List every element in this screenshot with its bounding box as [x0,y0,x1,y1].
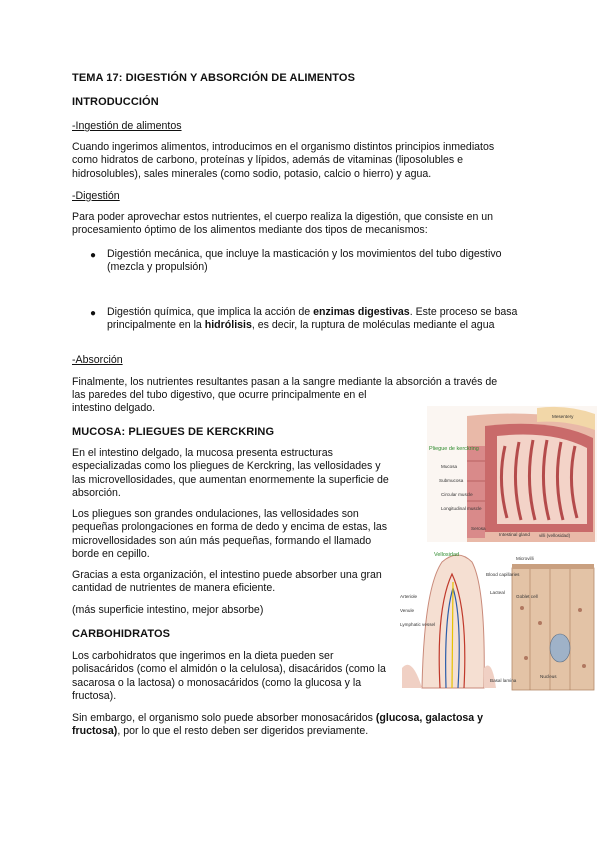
label-longitudinal-muscle: Longitudinal muscle [441,506,482,511]
label-serosa: Serosa [471,526,486,531]
label-lacteal: Lacteal [490,590,505,595]
paragraph-mucosa-4: (más superficie intestino, mejor absorbe) [72,604,264,616]
bold-hidrolisis: hidrólisis [204,319,252,332]
label-microvilli: Microvilli [516,556,534,561]
paragraph-ingestion: Cuando ingerimos alimentos, introducimos en el organismo distintos principios inmediatos como hidratos de carbono, proteínas y lípidos, además de vitaminas (liposolubles e hidrosolubles), sales minerales (como sodio, potasio, calcio o hierro) y agua. [72,141,495,180]
bold-enzimas: enzimas digestivas [313,306,410,318]
bullet-digestion-mecanica: Digestión mecánica, que incluye la masticación y los movimientos del tubo digestivo (mezcla y propulsión) [107,248,502,274]
bullet-dot: ● [90,250,97,261]
label-circular-muscle: Circular muscle [441,492,473,497]
figure-villus [400,548,597,694]
label-goblet-cell: Goblet cell [516,594,538,599]
absorcion-line-1: Finalmente, los nutrientes resultantes pasan a la sangre mediante la absorción a través de [72,376,498,388]
paragraph-mucosa-1: En el intestino delgado, la mucosa presenta estructuras especializadas como los pliegues de Kerckring, las vellosidades y las microvellosidades, que aumentan enormemente la superficie de absorción. [72,447,389,500]
paragraph-carbohidratos-1: Los carbohidratos que ingerimos en la dieta pueden ser polisacáridos (como el almidón o la celulosa), disacáridos (como la sacarosa o la lactosa) o monosacáridos (como la glucosa y la fructosa). [72,650,386,703]
absorcion-line-2: las paredes del tubo digestivo, que ocurre principalmente en el [72,389,367,401]
label-villi: villi (vellosidad) [539,533,571,538]
label-basal-lamina: Basal lamina [490,678,517,683]
label-arteriole: Arteriole [400,594,418,599]
label-submucosa: Submucosa [439,478,464,483]
section-heading-introduccion: INTRODUCCIÓN [72,96,159,108]
label-pliegue-kerckring: Pliegue de kerckring [429,446,479,452]
label-mucosa: Mucosa [441,464,458,469]
label-lymphatic-vessel: Lymphatic vessel [400,622,436,627]
bold-monosacaridos: (glucosa, galactosa y fructosa) [72,712,484,738]
document-title: TEMA 17: DIGESTIÓN Y ABSORCIÓN DE ALIMENTOS [72,72,356,84]
subheading-absorcion: -Absorción [72,354,123,366]
paragraph-mucosa-3: Gracias a esta organización, el intestino puede absorber una gran cantidad de nutrientes de manera eficiente. [72,569,382,595]
subheading-ingestion: -Ingestión de alimentos [72,120,182,132]
label-nucleus: Nucleus [540,674,557,679]
absorcion-line-3: intestino delgado. [72,402,156,414]
label-venule: Venule [400,608,415,613]
label-intestinal-gland: Intestinal gland [499,532,530,537]
bullet-digestion-quimica: Digestión química, que implica la acción de enzimas digestivas. Este proceso se basa principalmente en la hidrólisis, es decir, la ruptura de moléculas mediante el agua [107,306,518,332]
label-vellosidad: Vellosidad [434,552,460,558]
label-mesentery: Mesentery [552,414,574,419]
section-heading-mucosa: MUCOSA: PLIEGUES DE KERCKRING [72,426,275,438]
paragraph-carbohidratos-2: Sin embargo, el organismo solo puede absorber monosacáridos (glucosa, galactosa y fructosa), por lo que el resto deben ser digeridos previamente. [72,712,484,738]
label-blood-capillaries: Blood capillaries [486,572,520,577]
subheading-digestion: -Digestión [72,190,120,202]
paragraph-digestion: Para poder aprovechar estos nutrientes, el cuerpo realiza la digestión, que consiste en un procesamiento óptimo de los alimentos mediante dos tipos de mecanismos: [72,211,494,237]
section-heading-carbohidratos: CARBOHIDRATOS [72,628,171,640]
paragraph-mucosa-2: Los pliegues son grandes ondulaciones, las vellosidades son pequeñas prolongaciones en forma de dedo y encima de estas, las microvellosidades son aún más pequeñas, formando el llamado borde en cepillo. [72,508,388,561]
figure-intestine-folds [427,406,597,542]
bullet-dot: ● [90,308,97,319]
